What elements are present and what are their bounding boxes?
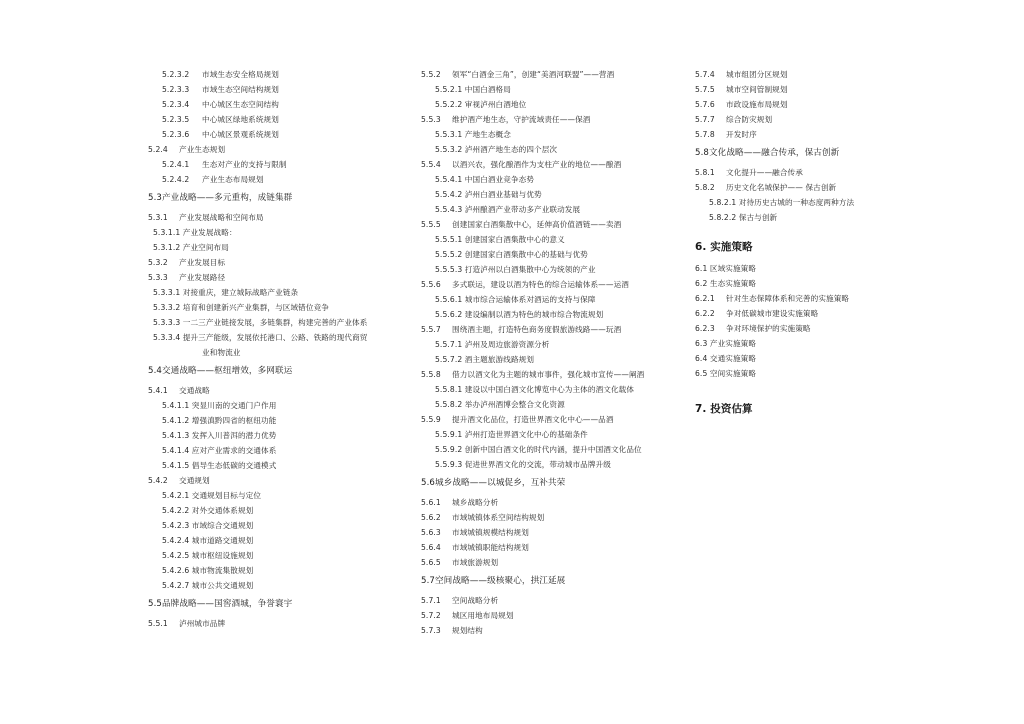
toc-title: 产业发展路径 (179, 273, 226, 282)
toc-title: 争对低碳城市建设实施策略 (726, 309, 819, 318)
toc-number: 5.8.1 (695, 168, 715, 177)
toc-entry[interactable] (695, 276, 895, 291)
toc-section-title: 5.7空间战略——级核聚心，拱江延展 (421, 576, 566, 586)
toc-title: 领军“白酒金三角”，创建“美酒河联盟”——营酒 (452, 70, 615, 79)
toc-entry[interactable] (421, 495, 687, 510)
toc-title: 城乡战略分析 (452, 498, 499, 507)
toc-number: 5.6.3 (421, 528, 441, 537)
toc-number: 5.5.8 (421, 370, 441, 379)
toc-number: 5.7.1 (421, 596, 441, 605)
toc-entry[interactable] (148, 428, 410, 443)
toc-title: 5.5.9.1 泸州打造世界酒文化中心的基础条件 (435, 430, 588, 439)
toc-title: 市域城镇职能结构规划 (452, 543, 529, 552)
toc-title: 5.5.4.3 泸州酿酒产业带动多产业联动发展 (435, 205, 581, 214)
toc-title: 5.5.6.1 城市综合运输体系对酒运的支持与保障 (435, 295, 596, 304)
toc-entry[interactable] (695, 351, 895, 366)
toc-section-title: 5.3产业战略——多元重构，成链集群 (148, 193, 293, 203)
toc-title: 空间战略分析 (452, 596, 499, 605)
toc-column-1 (148, 67, 410, 631)
toc-entry[interactable] (421, 525, 687, 540)
toc-entry[interactable] (148, 67, 410, 82)
toc-title: 6.2 生态实施策略 (695, 279, 757, 288)
toc-entry[interactable] (148, 142, 410, 157)
toc-entry[interactable] (148, 488, 410, 503)
toc-entry[interactable] (421, 397, 687, 412)
toc-number: 5.5.5 (421, 220, 441, 229)
toc-number: 5.7.8 (695, 130, 715, 139)
toc-entry[interactable] (148, 270, 410, 285)
toc-number: 6.2.2 (695, 309, 715, 318)
toc-number: 5.2.4.1 (162, 160, 190, 169)
toc-entry[interactable] (695, 97, 895, 112)
toc-entry[interactable] (421, 187, 687, 202)
toc-title: 多式联运，建设以酒为特色的综合运输体系——运酒 (452, 280, 629, 289)
toc-number: 5.5.9 (421, 415, 441, 424)
toc-section-title: 5.6城乡战略——以城促乡，互补共荣 (421, 478, 566, 488)
toc-title: 5.4.1.3 发挥入川普洱的潜力优势 (162, 431, 277, 440)
toc-title: 5.5.5.2 创建国家白酒集散中心的基础与优势 (435, 250, 588, 259)
toc-title: 5.3.1.2 产业空间布局 (153, 243, 229, 252)
toc-number: 5.7.3 (421, 626, 441, 635)
toc-title: 历史文化名城保护—— 保古创新 (726, 183, 837, 192)
toc-entry[interactable] (421, 97, 687, 112)
toc-number: 5.5.6 (421, 280, 441, 289)
toc-title: 6.3 产业实施策略 (695, 339, 757, 348)
toc-number: 5.5.1 (148, 619, 168, 628)
toc-entry[interactable] (421, 412, 687, 427)
toc-title: 5.5.4.1 中国白酒业竞争态势 (435, 175, 535, 184)
toc-title: 5.5.6.2 建设编制以酒为特色的城市综合物流规划 (435, 310, 604, 319)
toc-number: 6.2.1 (695, 294, 715, 303)
toc-number: 5.2.4.2 (162, 175, 190, 184)
toc-entry[interactable] (421, 608, 687, 623)
toc-title: 5.4.2.4 城市道路交通规划 (162, 536, 254, 545)
toc-entry[interactable] (695, 261, 895, 276)
toc-title: 5.4.1.2 增强滇黔四省的枢纽功能 (162, 416, 277, 425)
toc-title: 争对环境保护的实施策略 (726, 324, 811, 333)
toc-section-heading[interactable] (421, 574, 687, 589)
toc-title: 市政设施布局规划 (726, 100, 788, 109)
toc-entry[interactable] (148, 225, 410, 240)
toc-entry[interactable] (421, 277, 687, 292)
toc-number: 5.8.2 (695, 183, 715, 192)
toc-title: 6.5 空间实施策略 (695, 369, 757, 378)
toc-entry[interactable] (148, 413, 410, 428)
toc-section-heading[interactable] (148, 364, 410, 379)
toc-entry[interactable] (421, 247, 687, 262)
toc-section-heading[interactable] (421, 476, 687, 491)
toc-entry[interactable] (148, 533, 410, 548)
toc-title: 5.5.9.2 创新中国白酒文化的时代内涵，提升中国酒文化品位 (435, 445, 642, 454)
toc-number: 5.7.5 (695, 85, 715, 94)
toc-entry[interactable] (421, 292, 687, 307)
toc-entry[interactable] (148, 383, 410, 398)
toc-number: 5.4.2 (148, 476, 168, 485)
toc-title: 规划结构 (452, 626, 483, 635)
toc-number: 5.3.1 (148, 213, 168, 222)
toc-title: 5.4.2.2 对外交通体系规划 (162, 506, 254, 515)
toc-title: 5.5.5.3 打造泸州以白酒集散中心为统领的产业 (435, 265, 596, 274)
toc-number: 5.2.3.5 (162, 115, 190, 124)
toc-title: 生态对产业的支持与限制 (202, 160, 287, 169)
toc-title: 借力以酒文化为主题的城市事件，强化城市宣传——阐酒 (452, 370, 645, 379)
toc-entry[interactable] (695, 180, 895, 195)
toc-number: 5.5.2 (421, 70, 441, 79)
toc-title: 5.4.2.1 交通规划目标与定位 (162, 491, 262, 500)
toc-entry[interactable] (421, 555, 687, 570)
toc-title: 城市组团分区规划 (726, 70, 788, 79)
toc-entry[interactable] (695, 366, 895, 381)
toc-title: 市域生态空间结构规划 (202, 85, 279, 94)
toc-entry[interactable] (421, 623, 687, 638)
toc-title: 以酒兴农，强化酿酒作为支柱产业的地位——酿酒 (452, 160, 622, 169)
toc-section-heading[interactable] (148, 191, 410, 206)
toc-title: 交通规划 (179, 476, 210, 485)
toc-number: 5.2.3.3 (162, 85, 190, 94)
toc-title: 中心城区生态空间结构 (202, 100, 279, 109)
toc-title: 文化提升——融合传承 (726, 168, 803, 177)
toc-entry[interactable] (421, 442, 687, 457)
toc-title: 中心城区绿地系统规划 (202, 115, 279, 124)
toc-title: 中心城区景观系统规划 (202, 130, 279, 139)
toc-section-title: 5.5品牌战略——国窖酒城，争誉寰宇 (148, 599, 293, 609)
toc-entry[interactable] (421, 510, 687, 525)
toc-title: 5.8.2.2 保古与创新 (709, 213, 778, 222)
toc-title: 产业生态规划 (179, 145, 226, 154)
toc-title: 产业生态布局规划 (202, 175, 264, 184)
toc-entry[interactable] (148, 578, 410, 593)
toc-entry[interactable] (695, 82, 895, 97)
toc-entry[interactable] (148, 240, 410, 255)
toc-entry[interactable] (695, 321, 895, 336)
toc-number: 5.5.7 (421, 325, 441, 334)
toc-title: 5.4.1.5 倡导生态低碳的交通模式 (162, 461, 277, 470)
toc-title: 城市空间管制规划 (726, 85, 788, 94)
toc-title: 5.5.5.1 创建国家白酒集散中心的意义 (435, 235, 565, 244)
toc-entry[interactable] (421, 157, 687, 172)
toc-title: 针对生态保障体系和完善的实施策略 (726, 294, 850, 303)
toc-number: 5.6.5 (421, 558, 441, 567)
toc-entry[interactable] (148, 548, 410, 563)
toc-entry[interactable] (695, 336, 895, 351)
toc-number: 5.5.3 (421, 115, 441, 124)
toc-number: 5.7.7 (695, 115, 715, 124)
toc-entry[interactable] (421, 337, 687, 352)
toc-title: 5.4.2.6 城市物流集散规划 (162, 566, 254, 575)
toc-entry[interactable] (148, 285, 410, 300)
toc-title: 开发时序 (726, 130, 757, 139)
toc-entry[interactable] (421, 382, 687, 397)
toc-title: 业和物流业 (202, 348, 241, 357)
toc-entry[interactable] (421, 232, 687, 247)
toc-number: 5.6.2 (421, 513, 441, 522)
toc-chapter-title: 7. 投资估算 (695, 403, 753, 415)
toc-entry[interactable] (148, 398, 410, 413)
toc-title: 5.4.2.5 城市枢纽设施规划 (162, 551, 254, 560)
toc-entry[interactable] (421, 322, 687, 337)
toc-entry[interactable] (421, 540, 687, 555)
toc-entry[interactable] (421, 307, 687, 322)
toc-number: 5.2.3.6 (162, 130, 190, 139)
toc-number: 5.7.6 (695, 100, 715, 109)
toc-entry[interactable] (148, 330, 410, 345)
toc-title: 5.4.2.7 城市公共交通规划 (162, 581, 254, 590)
toc-title: 泸州城市品牌 (179, 619, 226, 628)
toc-column-3 (695, 67, 895, 417)
toc-number: 5.4.1 (148, 386, 168, 395)
toc-entry[interactable] (148, 112, 410, 127)
toc-title: 5.3.3.1 对接重庆，建立城际战略产业链条 (153, 288, 299, 297)
toc-title: 5.5.2.2 审视泸州白酒地位 (435, 100, 527, 109)
toc-entry[interactable] (148, 458, 410, 473)
toc-title: 市域城镇规模结构规划 (452, 528, 529, 537)
toc-entry[interactable] (421, 112, 687, 127)
toc-entry[interactable] (421, 142, 687, 157)
toc-section-title: 5.4交通战略——枢纽增效，多网联运 (148, 366, 293, 376)
toc-entry[interactable] (148, 473, 410, 488)
toc-entry[interactable] (695, 67, 895, 82)
toc-entry[interactable] (421, 427, 687, 442)
toc-entry[interactable] (148, 210, 410, 225)
toc-entry[interactable] (421, 202, 687, 217)
toc-title: 围绕酒主题，打造特色商务度假旅游线路——玩酒 (452, 325, 622, 334)
toc-entry[interactable] (148, 443, 410, 458)
toc-number: 5.6.4 (421, 543, 441, 552)
toc-title: 提升酒文化品位，打造世界酒文化中心——品酒 (452, 415, 614, 424)
toc-number: 5.2.3.4 (162, 100, 190, 109)
toc-number: 5.2.4 (148, 145, 168, 154)
toc-entry[interactable] (148, 127, 410, 142)
toc-entry[interactable] (148, 255, 410, 270)
toc-section-title: 5.8文化战略——融合传承，保古创新 (695, 148, 840, 158)
toc-entry[interactable] (421, 172, 687, 187)
toc-number: 5.5.4 (421, 160, 441, 169)
toc-title: 市域生态安全格局规划 (202, 70, 279, 79)
toc-entry[interactable] (148, 503, 410, 518)
toc-entry[interactable] (695, 291, 895, 306)
toc-title: 城区用地布局规划 (452, 611, 514, 620)
toc-entry[interactable] (148, 300, 410, 315)
toc-title: 5.5.8.2 举办泸州酒博会整合文化资源 (435, 400, 565, 409)
toc-section-heading[interactable] (695, 146, 895, 161)
toc-entry[interactable] (695, 112, 895, 127)
toc-title: 创建国家白酒集散中心，延伸高价值酒链——卖酒 (452, 220, 622, 229)
toc-title: 6.4 交通实施策略 (695, 354, 757, 363)
toc-title: 5.5.9.3 促进世界酒文化的交流，带动城市品牌升级 (435, 460, 611, 469)
toc-entry[interactable] (421, 593, 687, 608)
toc-title: 5.4.1.4 应对产业需求的交通体系 (162, 446, 277, 455)
toc-chapter-heading[interactable] (695, 239, 895, 255)
toc-entry[interactable] (148, 172, 410, 187)
toc-entry[interactable] (421, 127, 687, 142)
toc-title: 5.3.3.3 一二三产业链接发展，多链集群，构建完善的产业体系 (153, 318, 368, 327)
toc-entry[interactable] (695, 195, 895, 210)
toc-title: 综合防灾规划 (726, 115, 773, 124)
toc-entry[interactable] (148, 82, 410, 97)
toc-title: 5.5.3.2 泸州酒产地生态的四个层次 (435, 145, 558, 154)
toc-title: 5.5.3.1 产地生态概念 (435, 130, 511, 139)
toc-title: 市域旅游规划 (452, 558, 499, 567)
toc-title: 5.4.1.1 突显川南的交通门户作用 (162, 401, 277, 410)
toc-entry[interactable] (421, 67, 687, 82)
toc-column-2 (421, 67, 687, 638)
toc-number: 5.3.3 (148, 273, 168, 282)
toc-entry[interactable] (421, 457, 687, 472)
toc-title: 5.5.4.2 泸州白酒业基础与优势 (435, 190, 542, 199)
toc-number: 5.7.4 (695, 70, 715, 79)
toc-title: 交通战略 (179, 386, 210, 395)
toc-entry[interactable] (695, 306, 895, 321)
toc-entry[interactable] (148, 157, 410, 172)
toc-entry[interactable] (695, 127, 895, 142)
toc-title: 5.4.2.3 市域综合交通规划 (162, 521, 254, 530)
toc-title: 5.3.3.4 提升三产能级，发展依托港口、公路、铁路的现代商贸 (153, 333, 368, 342)
toc-entry[interactable] (148, 97, 410, 112)
toc-title: 5.8.2.1 对待历史古城的一种态度两种方法 (709, 198, 855, 207)
toc-title: 市域城镇体系空间结构规划 (452, 513, 545, 522)
toc-title: 6.1 区域实施策略 (695, 264, 757, 273)
toc-number: 6.2.3 (695, 324, 715, 333)
toc-entry[interactable] (148, 563, 410, 578)
toc-title: 5.3.3.2 培育和创建新兴产业集群，与区域错位竞争 (153, 303, 329, 312)
toc-title: 5.3.1.1 产业发展战略： (153, 228, 237, 237)
toc-title: 维护酒产地生态，守护流域责任——保酒 (452, 115, 591, 124)
toc-number: 5.2.3.2 (162, 70, 190, 79)
toc-number: 5.7.2 (421, 611, 441, 620)
toc-entry[interactable] (421, 367, 687, 382)
toc-number: 5.3.2 (148, 258, 168, 267)
toc-entry[interactable] (148, 315, 410, 330)
toc-entry-continuation (148, 345, 410, 360)
toc-entry[interactable] (421, 217, 687, 232)
toc-section-heading[interactable] (148, 597, 410, 612)
toc-title: 5.5.7.1 泸州及周边旅游资源分析 (435, 340, 550, 349)
toc-title: 5.5.8.1 建设以中国白酒文化博览中心为主体的酒文化载体 (435, 385, 635, 394)
toc-title: 产业发展目标 (179, 258, 226, 267)
toc-chapter-title: 6. 实施策略 (695, 241, 753, 253)
toc-title: 产业发展战略和空间布局 (179, 213, 264, 222)
toc-entry[interactable] (148, 518, 410, 533)
toc-number: 5.6.1 (421, 498, 441, 507)
toc-entry[interactable] (695, 210, 895, 225)
toc-entry[interactable] (695, 165, 895, 180)
toc-entry[interactable] (148, 616, 410, 631)
toc-entry[interactable] (421, 82, 687, 97)
toc-chapter-heading[interactable] (695, 401, 895, 417)
toc-title: 5.5.2.1 中国白酒格局 (435, 85, 511, 94)
toc-title: 5.5.7.2 酒主题旅游线路规划 (435, 355, 535, 364)
toc-entry[interactable] (421, 262, 687, 277)
toc-entry[interactable] (421, 352, 687, 367)
